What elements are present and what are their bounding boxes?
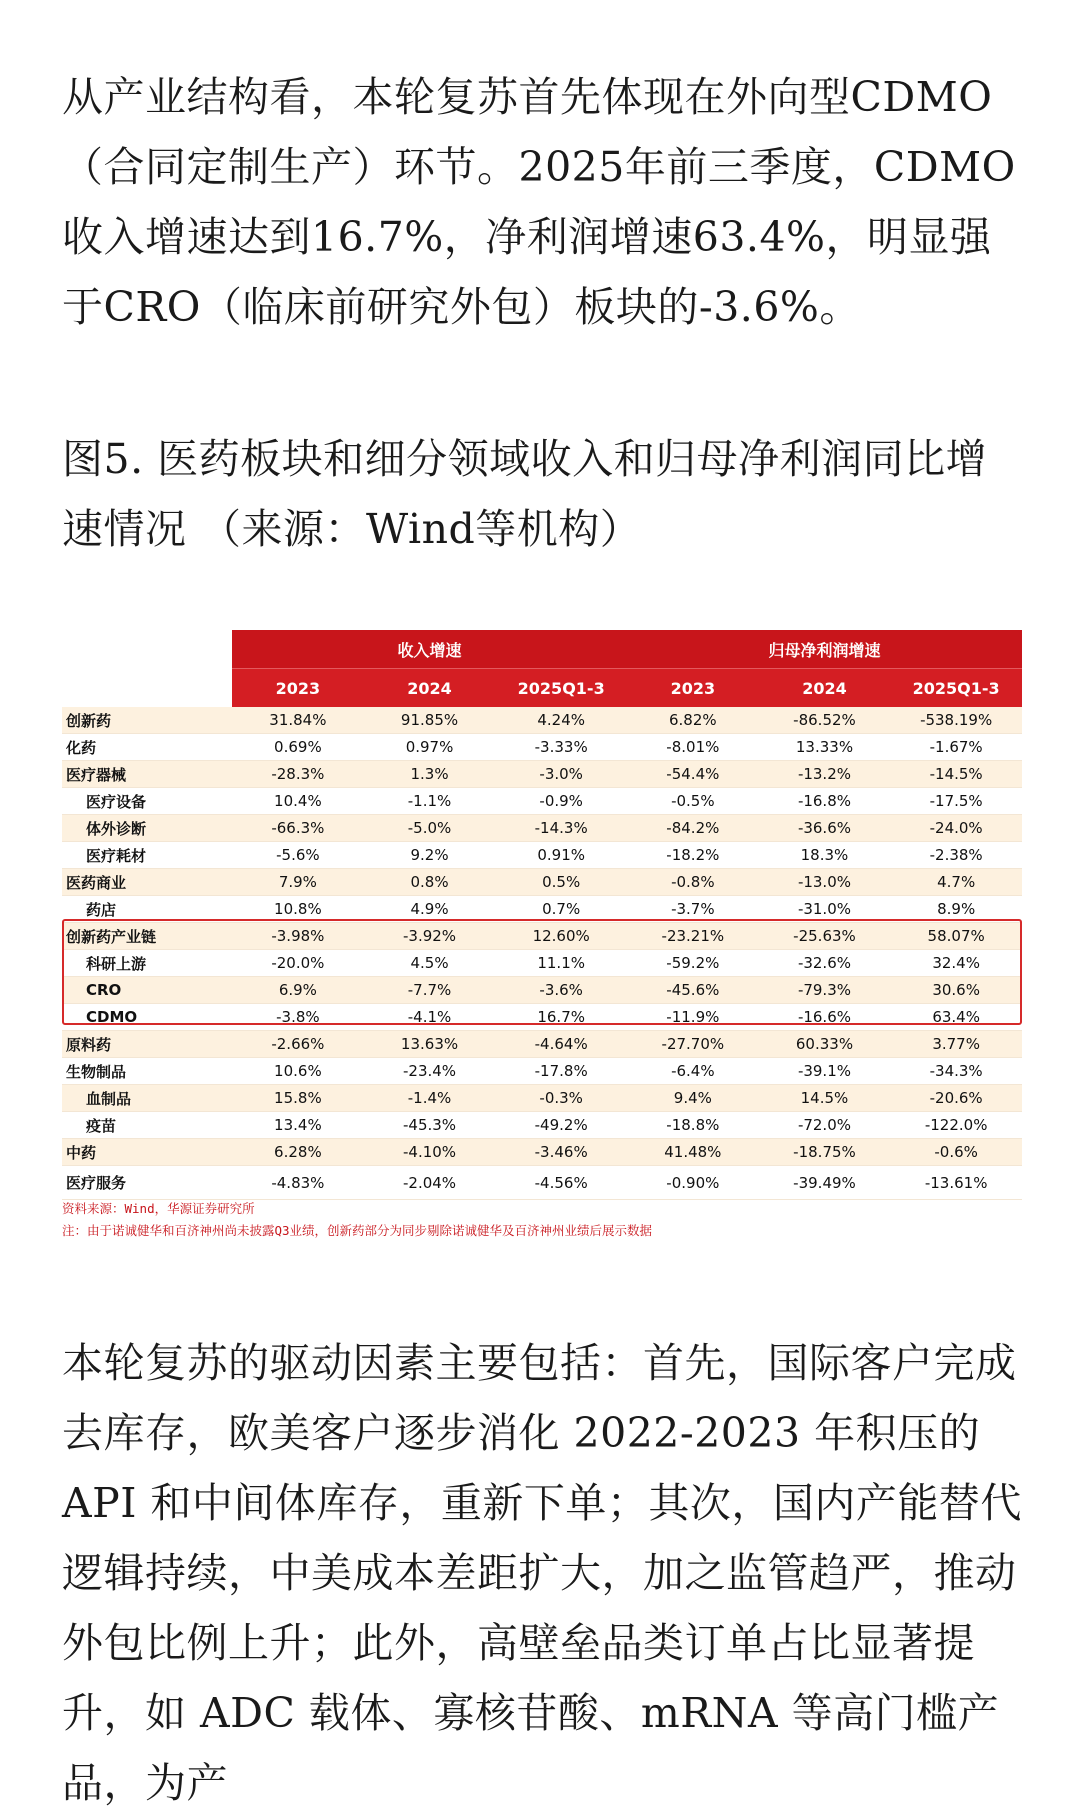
table-cell: 0.91% <box>495 842 627 869</box>
table-cell: 4.7% <box>890 869 1022 896</box>
table-cell: -2.04% <box>364 1166 496 1200</box>
row-label: 体外诊断 <box>62 815 232 842</box>
table-cell: -14.3% <box>495 815 627 842</box>
table-cell: -13.2% <box>759 761 891 788</box>
table-row <box>62 842 1022 869</box>
table-row <box>62 1085 1022 1112</box>
year-header: 2023 <box>627 669 759 708</box>
table-cell: -39.1% <box>759 1058 891 1085</box>
table-cell: 15.8% <box>232 1085 364 1112</box>
table-cell: -3.92% <box>364 923 496 950</box>
table-cell: -14.5% <box>890 761 1022 788</box>
year-header: 2024 <box>759 669 891 708</box>
row-label: CDMO <box>62 1004 232 1031</box>
table-cell: -6.4% <box>627 1058 759 1085</box>
table-cell: 60.33% <box>759 1031 891 1058</box>
table-cell: -11.9% <box>627 1004 759 1031</box>
source-note: 资料来源：Wind，华源证券研究所 <box>62 1201 255 1216</box>
table-row <box>62 869 1022 896</box>
table-cell: 10.6% <box>232 1058 364 1085</box>
table-cell: -32.6% <box>759 950 891 977</box>
table-cell: -59.2% <box>627 950 759 977</box>
table-cell: 9.2% <box>364 842 496 869</box>
table-cell: 4.24% <box>495 707 627 734</box>
table-row <box>62 707 1022 734</box>
row-label: 原料药 <box>62 1031 232 1058</box>
table-cell: -2.38% <box>890 842 1022 869</box>
table-cell: 4.5% <box>364 950 496 977</box>
table-cell: -4.64% <box>495 1031 627 1058</box>
table-cell: 18.3% <box>759 842 891 869</box>
figure-caption: 图5. 医药板块和细分领域收入和归母净利润同比增速情况 （来源：Wind等机构） <box>62 435 988 553</box>
table-cell: 0.5% <box>495 869 627 896</box>
table-cell: -0.3% <box>495 1085 627 1112</box>
table-cell: 13.63% <box>364 1031 496 1058</box>
table-cell: -538.19% <box>890 707 1022 734</box>
table-cell: -0.9% <box>495 788 627 815</box>
table-cell: -39.49% <box>759 1166 891 1200</box>
table-row <box>62 1139 1022 1166</box>
table-cell: 13.33% <box>759 734 891 761</box>
table-corner <box>62 630 232 669</box>
table-cell: 41.48% <box>627 1139 759 1166</box>
table-group-header-row <box>62 630 1022 669</box>
table-cell: -16.6% <box>759 1004 891 1031</box>
table-cell: 10.4% <box>232 788 364 815</box>
table-cell: -2.66% <box>232 1031 364 1058</box>
table-row <box>62 977 1022 1004</box>
table-cell: -4.83% <box>232 1166 364 1200</box>
footnote: 注：由于诺诚健华和百济神州尚未披露Q3业绩，创新药部分为同步剔除诺诚健华及百济神州业绩后展示数据 <box>62 1223 653 1238</box>
table-cell: 32.4% <box>890 950 1022 977</box>
table-cell: -3.46% <box>495 1139 627 1166</box>
table-cell: -31.0% <box>759 896 891 923</box>
table-cell: -23.4% <box>364 1058 496 1085</box>
table-cell: -3.33% <box>495 734 627 761</box>
table-cell: -3.0% <box>495 761 627 788</box>
growth-table-container <box>62 630 1022 1200</box>
table-row <box>62 896 1022 923</box>
row-label: 血制品 <box>62 1085 232 1112</box>
net-profit-growth-header: 归母净利润增速 <box>627 630 1022 669</box>
intro-paragraph: 从产业结构看，本轮复苏首先体现在外向型CDMO（合同定制生产）环节。2025年前三季度，CDMO收入增速达到16.7%，净利润增速63.4%，明显强于CRO（临床前研究外包）板块的-3.6%。 <box>62 73 1016 331</box>
table-cell: -0.6% <box>890 1139 1022 1166</box>
table-row <box>62 788 1022 815</box>
row-label: 化药 <box>62 734 232 761</box>
table-cell: -20.0% <box>232 950 364 977</box>
row-label: 中药 <box>62 1139 232 1166</box>
drivers-paragraph: 本轮复苏的驱动因素主要包括：首先，国际客户完成去库存，欧美客户逐步消化 2022-2023 年积压的 API 和中间体库存，重新下单；其次，国内产能替代逻辑持续，中美成本差距扩大，加之监管趋严，推动外包比例上升；此外，高壁垒品类订单占比显著提升，如 ADC 载体、寡核苷酸、mRNA 等高门槛产品，为产 <box>62 1339 1022 1807</box>
table-cell: 58.07% <box>890 923 1022 950</box>
table-row <box>62 761 1022 788</box>
table-cell: -17.8% <box>495 1058 627 1085</box>
table-cell: 0.8% <box>364 869 496 896</box>
table-cell: -84.2% <box>627 815 759 842</box>
table-cell: 30.6% <box>890 977 1022 1004</box>
year-header: 2025Q1-3 <box>890 669 1022 708</box>
table-row <box>62 950 1022 977</box>
table-cell: 63.4% <box>890 1004 1022 1031</box>
table-cell: -13.61% <box>890 1166 1022 1200</box>
table-cell: -36.6% <box>759 815 891 842</box>
table-body <box>62 707 1022 1200</box>
table-cell: 31.84% <box>232 707 364 734</box>
table-row <box>62 815 1022 842</box>
table-cell: 6.28% <box>232 1139 364 1166</box>
table-cell: -45.6% <box>627 977 759 1004</box>
table-row <box>62 1166 1022 1200</box>
table-year-header-row <box>62 669 1022 708</box>
row-label: 医疗器械 <box>62 761 232 788</box>
table-cell: -66.3% <box>232 815 364 842</box>
row-label: 生物制品 <box>62 1058 232 1085</box>
table-cell: -13.0% <box>759 869 891 896</box>
table-cell: 8.9% <box>890 896 1022 923</box>
table-row <box>62 1058 1022 1085</box>
table-cell: -28.3% <box>232 761 364 788</box>
table-cell: -79.3% <box>759 977 891 1004</box>
table-corner <box>62 669 232 708</box>
table-cell: 0.7% <box>495 896 627 923</box>
table-cell: 6.9% <box>232 977 364 1004</box>
table-cell: -24.0% <box>890 815 1022 842</box>
table-cell: 1.3% <box>364 761 496 788</box>
table-cell: -7.7% <box>364 977 496 1004</box>
table-cell: 16.7% <box>495 1004 627 1031</box>
table-cell: -49.2% <box>495 1112 627 1139</box>
table-cell: -34.3% <box>890 1058 1022 1085</box>
table-cell: -0.8% <box>627 869 759 896</box>
row-label: 创新药 <box>62 707 232 734</box>
table-cell: -20.6% <box>890 1085 1022 1112</box>
table-cell: 9.4% <box>627 1085 759 1112</box>
table-cell: -45.3% <box>364 1112 496 1139</box>
growth-table <box>62 630 1022 1200</box>
table-cell: -17.5% <box>890 788 1022 815</box>
table-cell: -0.5% <box>627 788 759 815</box>
table-cell: -86.52% <box>759 707 891 734</box>
row-label: 疫苗 <box>62 1112 232 1139</box>
table-cell: -23.21% <box>627 923 759 950</box>
table-cell: 10.8% <box>232 896 364 923</box>
row-label: 创新药产业链 <box>62 923 232 950</box>
table-cell: -8.01% <box>627 734 759 761</box>
table-cell: 0.97% <box>364 734 496 761</box>
table-cell: -16.8% <box>759 788 891 815</box>
row-label: CRO <box>62 977 232 1004</box>
year-header: 2023 <box>232 669 364 708</box>
table-cell: -5.0% <box>364 815 496 842</box>
row-label: 科研上游 <box>62 950 232 977</box>
row-label: 医疗服务 <box>62 1166 232 1200</box>
table-cell: -18.8% <box>627 1112 759 1139</box>
row-label: 医疗设备 <box>62 788 232 815</box>
table-cell: -3.8% <box>232 1004 364 1031</box>
revenue-growth-header: 收入增速 <box>232 630 627 669</box>
table-cell: 91.85% <box>364 707 496 734</box>
table-row <box>62 734 1022 761</box>
table-cell: -1.67% <box>890 734 1022 761</box>
table-notes <box>62 1198 1022 1242</box>
table-cell: -27.70% <box>627 1031 759 1058</box>
year-header: 2024 <box>364 669 496 708</box>
table-row <box>62 1031 1022 1058</box>
table-cell: -54.4% <box>627 761 759 788</box>
table-cell: 11.1% <box>495 950 627 977</box>
table-cell: -4.1% <box>364 1004 496 1031</box>
table-row <box>62 923 1022 950</box>
table-cell: -72.0% <box>759 1112 891 1139</box>
row-label: 药店 <box>62 896 232 923</box>
table-cell: 3.77% <box>890 1031 1022 1058</box>
table-cell: 14.5% <box>759 1085 891 1112</box>
row-label: 医药商业 <box>62 869 232 896</box>
table-cell: 4.9% <box>364 896 496 923</box>
row-label: 医疗耗材 <box>62 842 232 869</box>
table-cell: -3.98% <box>232 923 364 950</box>
table-cell: -1.4% <box>364 1085 496 1112</box>
table-cell: 13.4% <box>232 1112 364 1139</box>
table-cell: -0.90% <box>627 1166 759 1200</box>
table-cell: -4.56% <box>495 1166 627 1200</box>
table-cell: -3.7% <box>627 896 759 923</box>
table-cell: -3.6% <box>495 977 627 1004</box>
table-cell: 12.60% <box>495 923 627 950</box>
table-cell: -122.0% <box>890 1112 1022 1139</box>
table-cell: -4.10% <box>364 1139 496 1166</box>
table-cell: 0.69% <box>232 734 364 761</box>
table-cell: -1.1% <box>364 788 496 815</box>
table-cell: 7.9% <box>232 869 364 896</box>
table-row <box>62 1004 1022 1031</box>
table-row <box>62 1112 1022 1139</box>
table-cell: -25.63% <box>759 923 891 950</box>
table-cell: -5.6% <box>232 842 364 869</box>
year-header: 2025Q1-3 <box>495 669 627 708</box>
table-cell: -18.75% <box>759 1139 891 1166</box>
table-cell: -18.2% <box>627 842 759 869</box>
table-cell: 6.82% <box>627 707 759 734</box>
